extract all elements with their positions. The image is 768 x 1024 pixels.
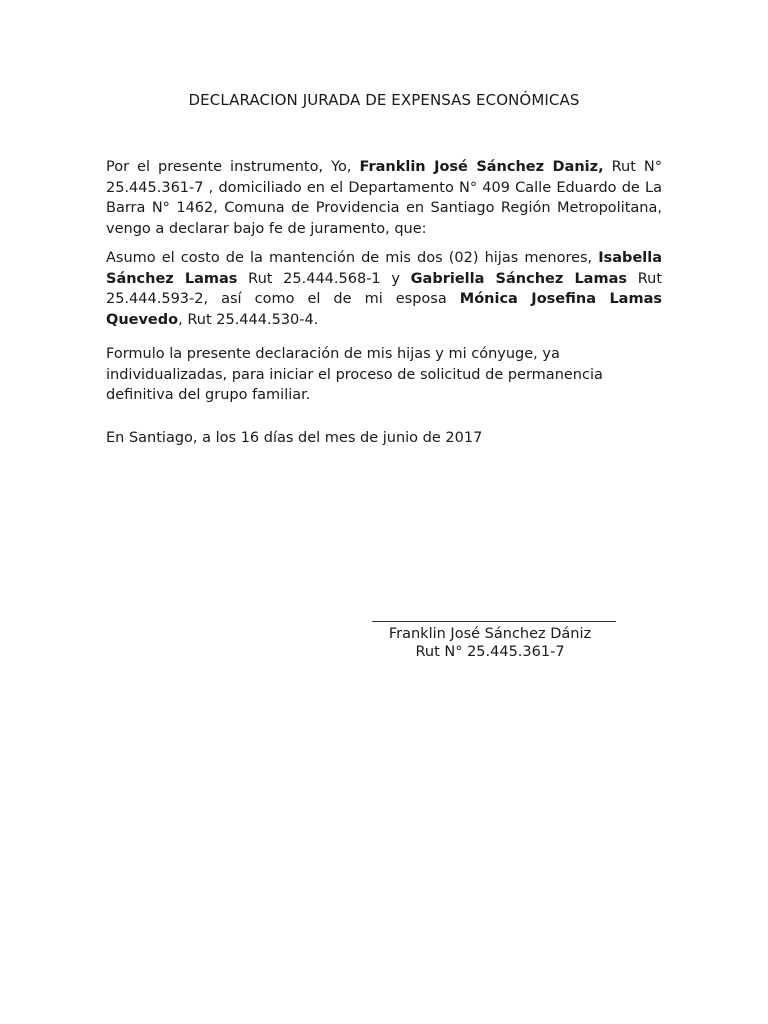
purpose-paragraph: Formulo la presente declaración de mis hijas y mi cónyuge, ya individualizadas, para iniciar el proceso de solicitud de permanencia definitiva del grupo familiar.: [106, 346, 603, 403]
declarant-details: Rut N° 25.445.361-7 , domiciliado en el Departamento N° 409 Calle Eduardo de La Barra N° 1462, Comuna de Providencia en Santiago Región Metropolitana, vengo a declarar bajo fe de juramento, que:: [106, 159, 662, 237]
signer-rut: Rut N° 25.445.361-7: [415, 644, 565, 660]
spouse-name: Mónica Josefina Lamas Quevedo: [106, 291, 662, 328]
daughter-1-name: Isabella Sánchez Lamas: [106, 250, 662, 287]
document-title: DECLARACION JURADA DE EXPENSAS ECONÓMICAS: [188, 91, 580, 109]
daughter-2-name: Gabriella Sánchez Lamas: [410, 270, 627, 287]
daughter-1-rut: Rut 25.444.568-1 y: [237, 270, 411, 287]
daughter-2-rut: Rut 25.444.593-2, así como el de mi esposa: [106, 270, 663, 307]
signer-name: Franklin José Sánchez Dániz: [388, 626, 592, 642]
declarant-paragraph: [106, 157, 662, 239]
dependents-paragraph: [106, 248, 662, 330]
signature-block: [352, 625, 628, 661]
dependents-intro: Asumo el costo de la mantención de mis dos (02) hijas menores,: [106, 250, 599, 266]
place-date: En Santiago, a los 16 días del mes de junio de 2017: [106, 430, 483, 446]
declarant-intro: Por el presente instrumento, Yo,: [106, 159, 360, 175]
spouse-rut: , Rut 25.444.530-4.: [178, 311, 319, 328]
declarant-name: Franklin José Sánchez Daniz,: [359, 159, 604, 175]
signature-line: [372, 621, 616, 622]
